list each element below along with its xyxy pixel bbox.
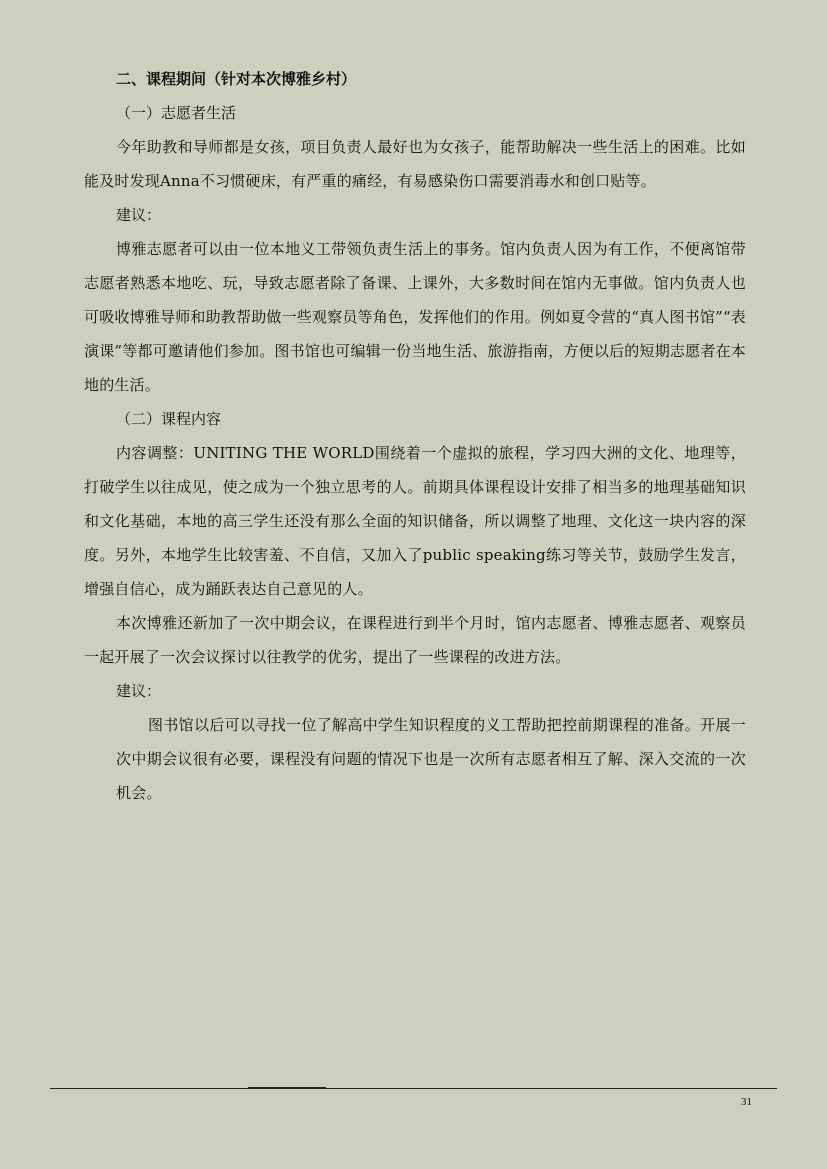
section2-paragraph2: 本次博雅还新加了一次中期会议，在课程进行到半个月时，馆内志愿者、博雅志愿者、观察员一起开展了一次会议探讨以往教学的优劣，提出了一些课程的改进方法。 xyxy=(84,614,746,666)
footer-divider xyxy=(50,1088,777,1089)
footer-divider-accent xyxy=(248,1087,326,1089)
section2-suggestion: 图书馆以后可以寻找一位了解高中学生知识程度的义工帮助把控前期课程的准备。开展一次中期会议很有必要，课程没有问题的情况下也是一次所有志愿者相互了解、深入交流的一次机会。 xyxy=(116,716,746,802)
section-heading: 二、课程期间（针对本次博雅乡村） xyxy=(116,70,357,88)
section1-paragraph: 今年助教和导师都是女孩，项目负责人最好也为女孩子，能帮助解决一些生活上的困难。比如能及时发现Anna不习惯硬床，有严重的痛经，有易感染伤口需要消毒水和创口贴等。 xyxy=(84,138,746,190)
section2-title: （二）课程内容 xyxy=(116,410,222,428)
section2-suggestion-label: 建议： xyxy=(116,682,162,700)
section2-paragraph1: 内容调整：UNITING THE WORLD围绕着一个虚拟的旅程，学习四大洲的文化、地理等，打破学生以往成见，使之成为一个独立思考的人。前期具体课程设计安排了相当多的地理基础知识和文化基础，本地的高三学生还没有那么全面的知识储备，所以调整了地理、文化这一块内容的深度。另外，本地学生比较害羞、不自信，又加入了public speaking练习等关节，鼓励学生发言，增强自信心，成为踊跃表达自己意见的人。 xyxy=(84,444,746,598)
section1-suggestion: 博雅志愿者可以由一位本地义工带领负责生活上的事务。馆内负责人因为有工作，不便离馆带志愿者熟悉本地吃、玩，导致志愿者除了备课、上课外，大多数时间在馆内无事做。馆内负责人也可吸收博雅导师和助教帮助做一些观察员等角色，发挥他们的作用。例如夏令营的“真人图书馆”“表演课”等都可邀请他们参加。图书馆也可编辑一份当地生活、旅游指南，方便以后的短期志愿者在本地的生活。 xyxy=(84,240,747,394)
section1-suggestion-label: 建议： xyxy=(116,206,162,224)
section1-title: （一）志愿者生活 xyxy=(116,104,237,122)
page-content xyxy=(84,62,746,810)
page-number: 31 xyxy=(741,1096,752,1108)
